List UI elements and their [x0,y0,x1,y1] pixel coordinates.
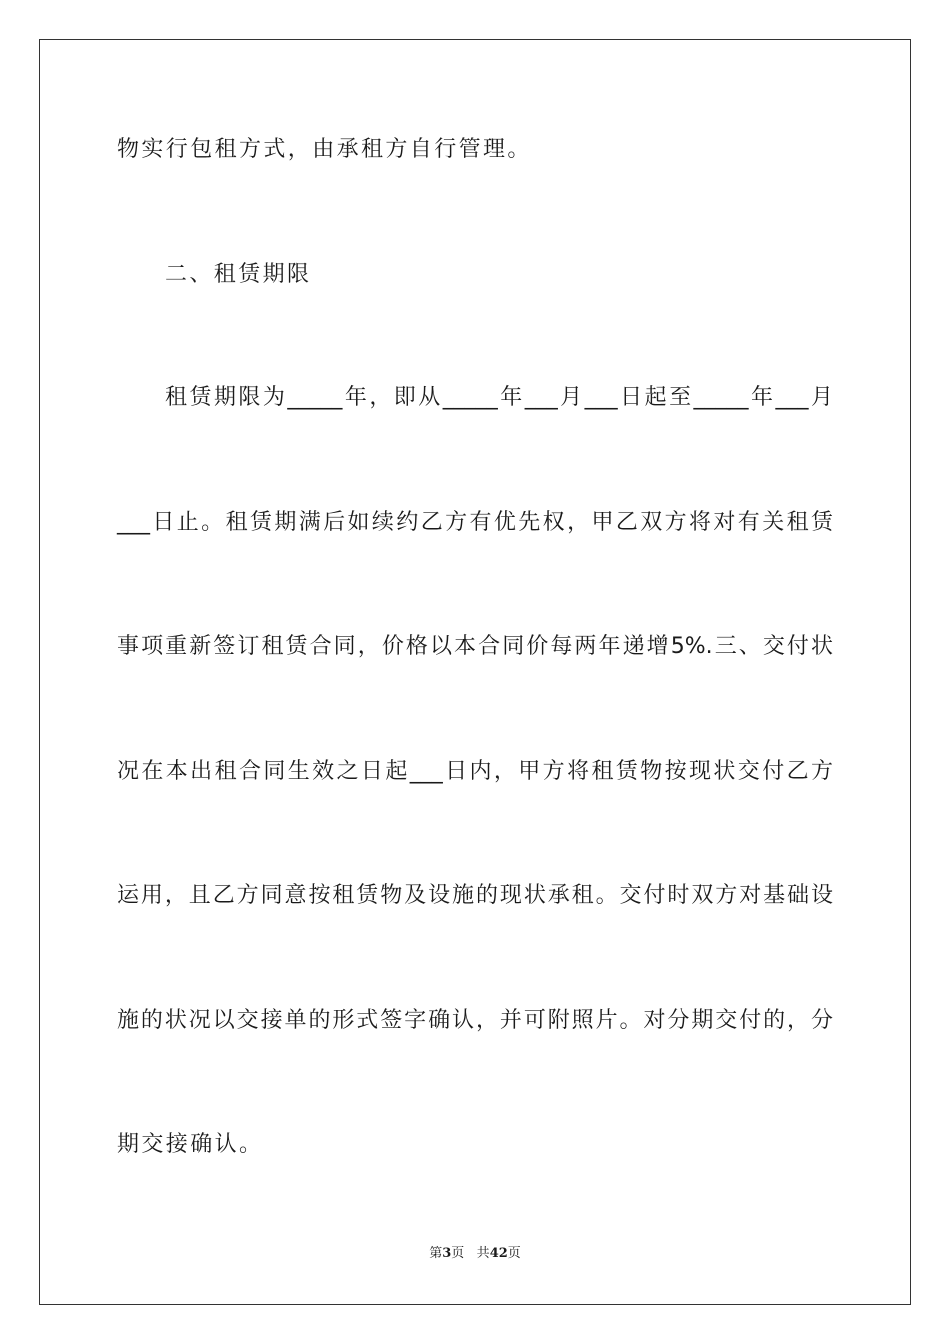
paragraph-line-4: ___日止。租赁期满后如续约乙方有优先权，甲乙双方将对有关租赁 [117,510,833,535]
paragraph-line-1: 物实行包租方式，由承租方自行管理。 [117,137,532,162]
paragraph-line-6: 况在本出租合同生效之日起___日内，甲方将租赁物按现状交付乙方 [117,759,833,784]
footer-page-number: 3 [442,1246,452,1261]
section-heading-lease-term: 二、租赁期限 [165,262,312,287]
footer-total-prefix: 共 [476,1246,490,1261]
footer-page-suffix: 页 [451,1246,465,1261]
footer-total-pages: 42 [489,1246,508,1261]
footer-page-prefix: 第 [429,1246,443,1261]
paragraph-line-9: 期交接确认。 [117,1132,264,1157]
paragraph-line-3: 租赁期限为_____年，即从_____年___月___日起至_____年___月 [165,385,833,410]
paragraph-line-7: 运用，且乙方同意按租赁物及设施的现状承租。交付时双方对基础设 [117,883,833,908]
paragraph-line-5: 事项重新签订租赁合同，价格以本合同价每两年递增5%.三、交付状 [117,634,833,659]
paragraph-line-8: 施的状况以交接单的形式签字确认，并可附照片。对分期交付的，分 [117,1008,833,1033]
page-footer [0,1245,950,1263]
page-border [39,39,911,1305]
footer-total-suffix: 页 [507,1246,521,1261]
